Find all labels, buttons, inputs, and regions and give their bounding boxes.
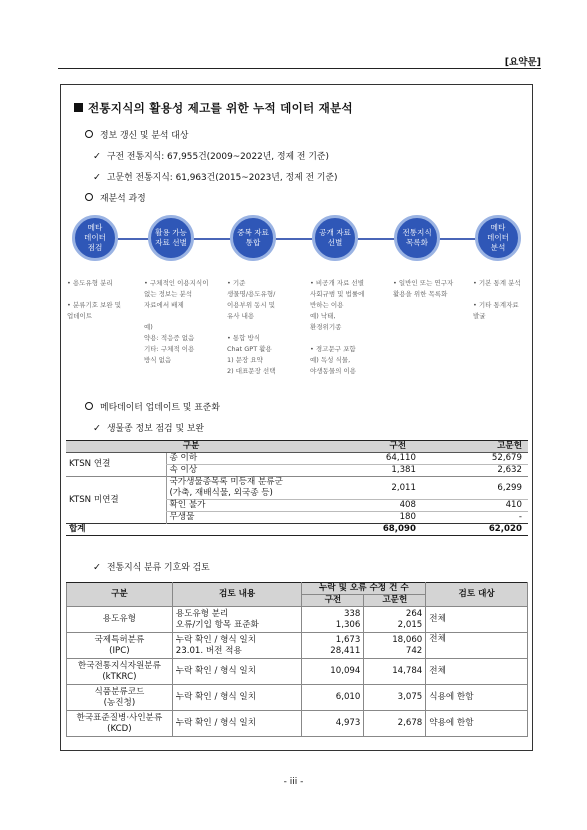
process-step-description: [310, 278, 364, 377]
process-step-node: 중복 자료 통합: [230, 215, 276, 261]
table-row: 무생물 180 -: [66, 512, 528, 524]
process-step-description: [393, 278, 453, 300]
process-step-node: 공개 자료 선별: [312, 215, 358, 261]
table-row: 한국표준질병·사인분류 (KCD) 누락 확인 / 형식 일치 4,973 2,678 약용에 한함: [67, 711, 528, 737]
circle-bullet-icon: [85, 130, 93, 138]
description-line: • 일반인 또는 연구자: [393, 279, 454, 287]
description-line: • 경고문구 포함: [310, 345, 356, 353]
description-line: 생물명/용도유형/: [227, 290, 276, 298]
description-line: 야생동물의 이용: [310, 367, 357, 375]
description-line: • 용도유형 분리: [67, 279, 113, 287]
table-row: 속 이상 1,381 2,632: [66, 465, 528, 477]
description-line: [67, 289, 121, 300]
process-step-node: 메타 데이터 분석: [475, 215, 521, 261]
classification-review-table: [66, 582, 528, 737]
description-line: 발굴: [473, 312, 486, 320]
sec3-title: 메타데이터 업데이트 및 표준화: [85, 400, 220, 413]
circle-bullet-icon: [85, 402, 93, 410]
description-line: 반하는 이용: [310, 301, 344, 309]
description-line: 환경위기종: [310, 323, 342, 331]
sec2-title: 재분석 과정: [85, 191, 146, 204]
process-step-node: 활용 가능 자료 선별: [148, 215, 194, 261]
process-step-description: [473, 278, 521, 322]
description-line: • 기타 통계자료: [473, 301, 519, 309]
description-line: 기타: 구체적 이용: [144, 345, 195, 353]
description-line: • 기본 통계 분석: [473, 279, 521, 287]
heading-text: 전통지식의 활용성 제고를 위한 누적 데이터 재분석: [88, 101, 353, 115]
table-row: 식품분류코드 (농진청) 누락 확인 / 형식 일치 6,010 3,075 식용에 한함: [67, 685, 528, 711]
table-row: 용도유형 용도유형 분리 오류/기입 항목 표준화 338 1,306 264 2,015 전체: [67, 607, 528, 633]
description-line: 자료에서 배제: [144, 301, 184, 309]
table-header-row: 구분 구전 고문헌: [66, 441, 528, 453]
process-step-node: 전통지식 목록화: [394, 215, 440, 261]
table-row: 한국전통지식자원분류 (kTKRC) 누락 확인 / 형식 일치 10,094 14,784 전체: [67, 659, 528, 685]
description-line: • 기준: [227, 279, 246, 287]
description-line: Chat GPT 활용: [227, 345, 272, 353]
summary-frame: [60, 84, 533, 751]
check-icon: ✓: [93, 423, 101, 434]
process-step-description: [67, 278, 121, 322]
description-line: • 통합 방식: [227, 334, 261, 342]
table-row: KTSN 미연결 국가생물종목록 미등재 분류군 (가축, 재배식물, 외국종 등) 2,011 6,299: [66, 477, 528, 500]
circle-bullet-icon: [85, 193, 93, 201]
square-bullet-icon: [74, 103, 83, 112]
check-icon: ✓: [93, 562, 101, 573]
process-step-description: [144, 278, 208, 366]
description-line: 이용부위 동시 및: [227, 301, 276, 309]
page-number: - iii -: [283, 777, 304, 787]
table-total-row: 합계 68,090 62,020: [66, 524, 528, 536]
sec1-item-1: ✓ 고문헌 전통지식: 61,963건(2015~2023년, 정제 전 기준): [93, 172, 338, 183]
description-line: 예) 낙태,: [310, 312, 336, 320]
description-line: 약용: 적응증 없음: [144, 334, 195, 342]
description-line: 업데이트: [67, 312, 93, 320]
process-step-description: [227, 278, 275, 377]
description-line: 예) 독성 식물,: [310, 356, 351, 364]
process-step-node: 메타 데이터 점검: [72, 215, 118, 261]
description-line: [310, 333, 364, 344]
sec1-title: 정보 갱신 및 분석 대상: [85, 128, 188, 141]
section-heading: [74, 100, 353, 116]
description-line: • 비공개 자료 선별: [310, 279, 364, 287]
sec3-sub2: ✓ 전통지식 분류 기호와 검토: [93, 562, 210, 573]
table-header-row: 구전 고문헌: [67, 595, 528, 607]
description-line: 사회규범 및 법률에: [310, 290, 365, 298]
description-line: 유사 내용: [227, 312, 255, 320]
description-line: 활용을 위한 목록화: [393, 290, 448, 298]
description-line: 2) 대표문장 선택: [227, 367, 276, 375]
description-line: 예): [144, 323, 153, 331]
description-line: [227, 322, 275, 333]
description-line: 방식 없음: [144, 356, 172, 364]
table-row: 확인 불가 408 410: [66, 500, 528, 512]
table-row: KTSN 연결 종 이하 64,110 52,679: [66, 453, 528, 465]
description-line: 없는 정보는 분석: [144, 290, 193, 298]
description-line: [144, 311, 208, 322]
page-tag: [요약문]: [504, 57, 541, 68]
description-line: • 분류기호 보완 및: [67, 301, 121, 309]
description-line: [473, 289, 521, 300]
check-icon: ✓: [93, 151, 101, 162]
description-line: 1) 문장 요약: [227, 356, 263, 364]
sec1-item-0: ✓ 구전 전통지식: 67,955건(2009~2022년, 정제 전 기준): [93, 151, 329, 162]
description-line: • 구체적인 이용지식이: [144, 279, 209, 287]
table-header-row: 구분 검토 내용 누락 및 오류 수정 건 수 검토 대상: [67, 583, 528, 595]
check-icon: ✓: [93, 172, 101, 183]
species-info-table: [66, 440, 528, 536]
top-rule: [58, 68, 541, 69]
sec3-sub1: ✓ 생물종 정보 점검 및 보완: [93, 423, 204, 434]
table-row: 국제특허분류 (IPC) 누락 확인 / 형식 일치 23.01. 버전 적용 1,673 28,411 18,060 742 전체: [67, 633, 528, 659]
